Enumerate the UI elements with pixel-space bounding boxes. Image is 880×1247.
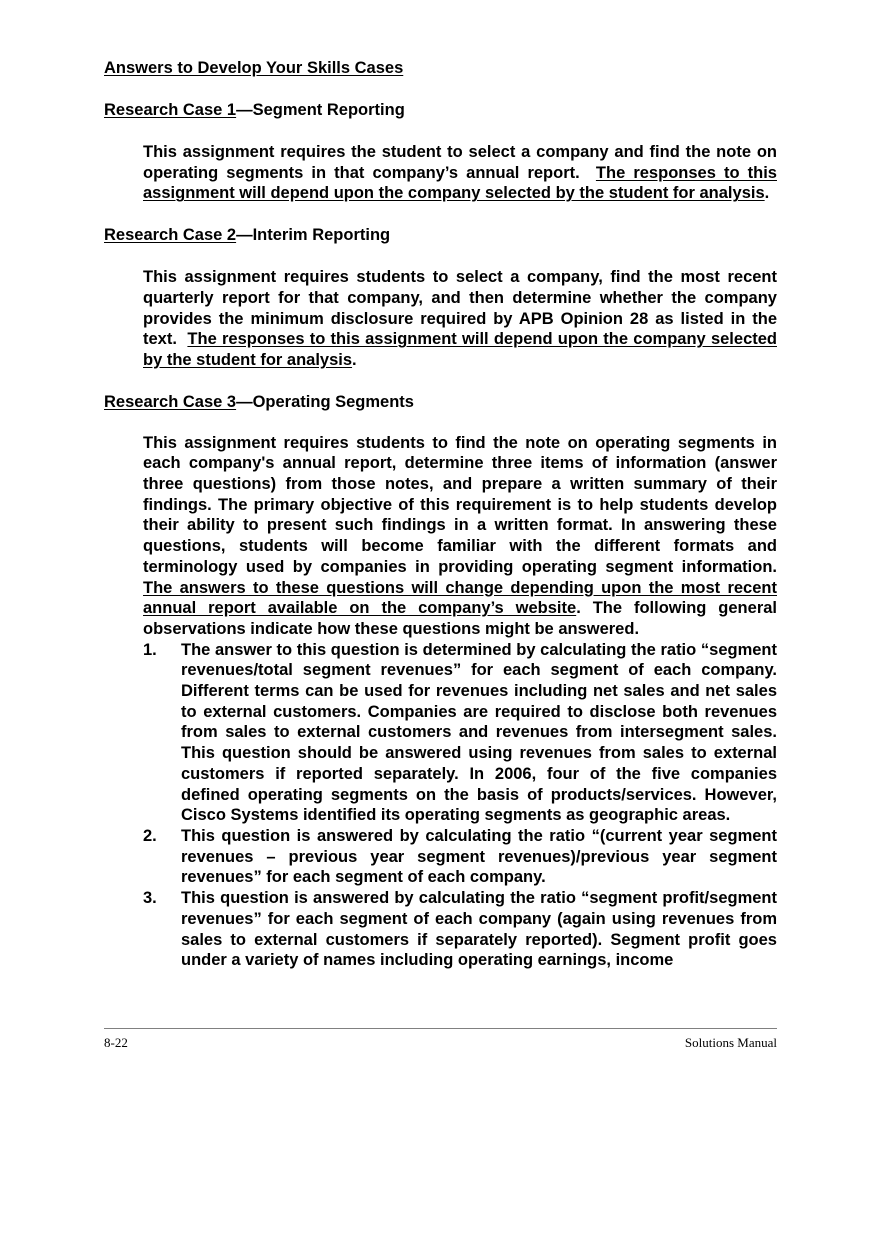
case-2-text: This assignment requires students to select a company, find the most recent quarterly report for that company, and then determine whether the company provides the minimum disclosure required by APB Opinion 28 as listed in the text. xyxy=(143,268,777,349)
footer-page-number: 8-22 xyxy=(104,1035,128,1050)
answers-list xyxy=(143,640,777,971)
case-2-heading xyxy=(104,225,777,246)
page-title-text: Answers to Develop Your Skills Cases xyxy=(104,59,404,77)
page-title xyxy=(104,58,777,79)
case-1-paragraph xyxy=(143,142,777,204)
case-3-underlined: The answers to these questions will change depending upon the most recent annual report available on the company’s website xyxy=(143,578,777,618)
list-item xyxy=(143,888,777,971)
case-2-after: . xyxy=(352,350,357,369)
answer-2-text: This question is answered by calculating the ratio “(current year segment revenues – previous year segment revenues)/previous year segment revenues” for each segment of each company. xyxy=(181,826,777,887)
case-3-heading xyxy=(104,392,777,413)
case-2-label: Research Case 2 xyxy=(104,226,237,245)
case-3-label: Research Case 3 xyxy=(104,392,237,411)
page-content xyxy=(104,58,777,971)
case-3-after: . The following general observations indicate how these questions might be answered. xyxy=(143,599,777,638)
case-1-heading xyxy=(104,100,777,121)
list-item xyxy=(143,640,777,826)
case-3-topic: —Operating Segments xyxy=(236,392,414,411)
case-1-underlined: The responses to this assignment will depend upon the company selected by the student for analysis xyxy=(143,163,777,203)
answer-3-number: 3. xyxy=(143,889,157,908)
case-2-underlined: The responses to this assignment will depend upon the company selected by the student for analysis xyxy=(143,330,777,369)
case-1-text: This assignment requires the student to select a company and find the note on operating segments in that company’s annual report. xyxy=(143,143,777,182)
answer-3-text: This question is answered by calculating the ratio “segment profit/segment revenues” for each segment of each company (again using revenues from sales to external customers if separately reported). Segment profit goes under a variety of names including operating earnings, income xyxy=(181,889,777,970)
case-1-after: . xyxy=(764,184,770,203)
answer-1-text: The answer to this question is determined by calculating the ratio “segment revenues/total segment revenues” for each segment of each company. Different terms can be used for revenues including net sales and net sales to external customers. Companies are required to disclose both revenues from sales to external customers and revenues from intersegment sales. This question should be answered using revenues from sales to external customers if reported separately. In 2006, four of the five companies defined operating segments on the basis of products/services. However, Cisco Systems identified its operating segments as geographic areas. xyxy=(181,640,777,825)
case-1-label: Research Case 1 xyxy=(104,101,237,119)
case-1-topic: —Segment Reporting xyxy=(236,101,405,119)
answer-1-number: 1. xyxy=(143,640,157,659)
case-2-topic: —Interim Reporting xyxy=(236,226,391,245)
answer-2-number: 2. xyxy=(143,826,157,845)
case-2-paragraph xyxy=(143,267,777,371)
list-item xyxy=(143,826,777,888)
footer-divider xyxy=(104,1028,777,1029)
footer-book-title: Solutions Manual xyxy=(684,1035,777,1050)
case-3-text: This assignment requires students to find the note on operating segments in each company's annual report, determine three items of information (answer three questions) from those notes, and prepare a written summary of their findings. The primary objective of this requirement is to help students develop their ability to present such findings in a written format. In answering these questions, students will become familiar with the different formats and terminology used by companies in providing operating segment information. xyxy=(143,433,777,576)
case-3-paragraph xyxy=(143,433,777,640)
